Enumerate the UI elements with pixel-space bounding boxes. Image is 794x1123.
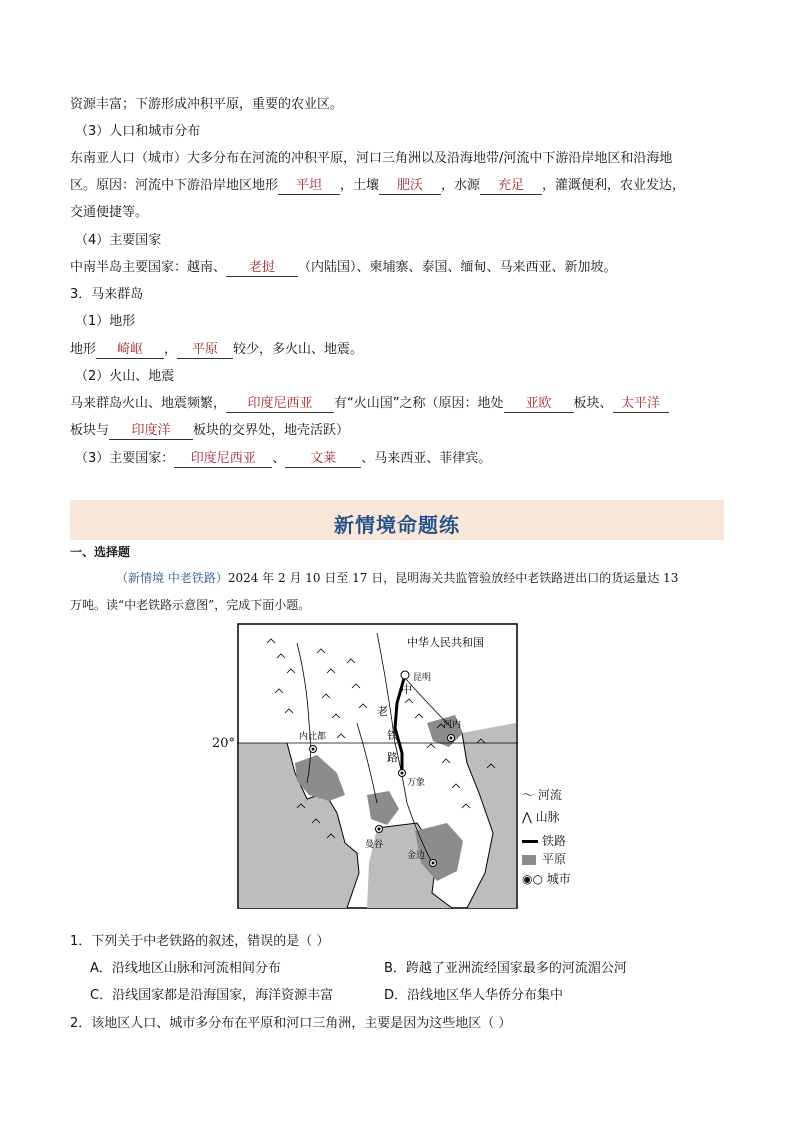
city-icon: ◉○	[522, 872, 547, 886]
legend-label: 铁路	[542, 834, 567, 848]
text-line: 资源丰富；下游形成冲积平原，重要的农业区。	[70, 97, 344, 112]
question-stem: 2．该地区人口、城市多分布在平原和河口三角洲，主要是因为这些地区（ ）	[70, 1016, 512, 1031]
intro-line: 万吨。读“中老铁路示意图”，完成下面小题。	[70, 598, 311, 612]
railway-icon	[522, 840, 538, 843]
city-marker-dot	[450, 737, 453, 740]
river-icon: 〜	[522, 788, 538, 802]
text-line	[70, 396, 669, 413]
subheading: （2）火山、地震	[75, 369, 175, 384]
subheading: （3）人口和城市分布	[75, 124, 201, 139]
city-marker	[401, 671, 409, 679]
legend-plain	[522, 850, 566, 867]
latitude-label: 20°	[212, 736, 236, 751]
rail-char: 老	[377, 705, 388, 718]
answer-blank: 崎岖	[96, 342, 164, 359]
text-line	[70, 178, 685, 195]
rail-char: 铁	[387, 729, 398, 742]
text-line: 交通便捷等。	[70, 205, 149, 220]
answer-blank: 老挝	[226, 260, 298, 277]
text: （3）主要国家：	[75, 451, 175, 466]
answer-blank: 印度洋	[109, 423, 193, 440]
intro-line	[116, 570, 678, 586]
text: 马来群岛火山、地震频繁，	[70, 396, 227, 411]
text: 板块、	[573, 396, 613, 411]
legend-railway	[522, 832, 566, 849]
answer-blank: 印度尼西亚	[226, 396, 334, 413]
mountain-icon: ⋀	[522, 810, 536, 824]
heading: 3．马来群岛	[70, 287, 144, 302]
city-marker-dot	[312, 748, 315, 751]
text-line	[75, 451, 491, 468]
answer-blank: 平原	[177, 342, 233, 359]
text: 、	[272, 451, 286, 466]
text: 、马来西亚、菲律宾。	[361, 451, 492, 466]
city-label: 万象	[407, 778, 426, 788]
text-line	[70, 260, 617, 277]
legend-river	[522, 786, 562, 803]
railway-map	[237, 623, 518, 909]
text: 较少，多火山、地震。	[233, 342, 364, 357]
option-b: B．跨越了亚洲流经国家最多的河流湄公河	[384, 961, 627, 976]
legend-city	[522, 870, 571, 887]
city-label: 内比都	[299, 732, 327, 742]
city-label: 昆明	[413, 673, 432, 683]
banner-title: 新情境命题练	[334, 513, 460, 537]
legend-label: 城市	[546, 872, 571, 886]
plain-icon	[522, 855, 536, 865]
text-line: 东南亚人口（城市）大多分布在河流的冲积平原，河口三角洲以及沿海地带/河流中下游沿岸地区和沿海地	[70, 151, 673, 166]
text-line	[70, 423, 349, 440]
intro-text: 2024 年 2 月 10 日至 17 日，昆明海关共监管验放经中老铁路进出口的货运量达 13	[227, 571, 679, 585]
rail-char: 中	[401, 683, 412, 696]
text: ，水源	[441, 178, 481, 193]
answer-blank: 印度尼西亚	[174, 451, 272, 468]
city-marker-dot	[432, 862, 435, 865]
city-marker-dot	[401, 772, 404, 775]
text: 有“火山国”之称（原因：地处	[334, 396, 504, 411]
subheading: （1）地形	[75, 314, 136, 329]
legend-mountain	[522, 808, 560, 825]
option-c: C．沿线国家都是沿海国家，海洋资源丰富	[90, 988, 334, 1003]
text: ，土壤	[340, 178, 380, 193]
section-banner	[70, 500, 724, 540]
city-label: 河内	[443, 720, 462, 730]
country-label: 中华人民共和国	[407, 636, 484, 649]
answer-blank: 肥沃	[379, 178, 441, 195]
text: ，灌溉便利，农业发达，	[542, 178, 686, 193]
legend-label: 山脉	[535, 810, 560, 824]
answer-blank: 太平洋	[613, 396, 669, 413]
text: ，	[164, 342, 178, 357]
city-label: 曼谷	[365, 840, 384, 850]
answer-blank: 充足	[480, 178, 542, 195]
answer-blank: 平坦	[278, 178, 340, 195]
subheading: （4）主要国家	[75, 233, 162, 248]
rail-char: 路	[387, 751, 398, 764]
question-stem: 1．下列关于中老铁路的叙述，错误的是（ ）	[70, 934, 330, 949]
legend-label: 河流	[537, 788, 562, 802]
text: （内陆国）、柬埔寨、泰国、缅甸、马来西亚、新加坡。	[298, 260, 617, 275]
text-line	[70, 342, 363, 359]
answer-blank: 文莱	[285, 451, 361, 468]
answer-blank: 亚欧	[504, 396, 574, 413]
text: 中南半岛主要国家：越南、	[70, 260, 227, 275]
text: 地形	[70, 342, 97, 357]
context-tag: （新情境 中老铁路）	[116, 571, 228, 585]
text: 板块的交界处，地壳活跃）	[193, 423, 350, 438]
option-a: A．沿线地区山脉和河流相间分布	[90, 961, 281, 976]
option-d: D．沿线地区华人华侨分布集中	[384, 988, 564, 1003]
text: 板块与	[70, 423, 110, 438]
text: 区。原因：河流中下游沿岸地区地形	[70, 178, 279, 193]
city-label: 金边	[407, 851, 426, 861]
legend-label: 平原	[542, 852, 567, 866]
section-heading: 一、选择题	[70, 545, 131, 559]
city-marker-dot	[378, 828, 381, 831]
